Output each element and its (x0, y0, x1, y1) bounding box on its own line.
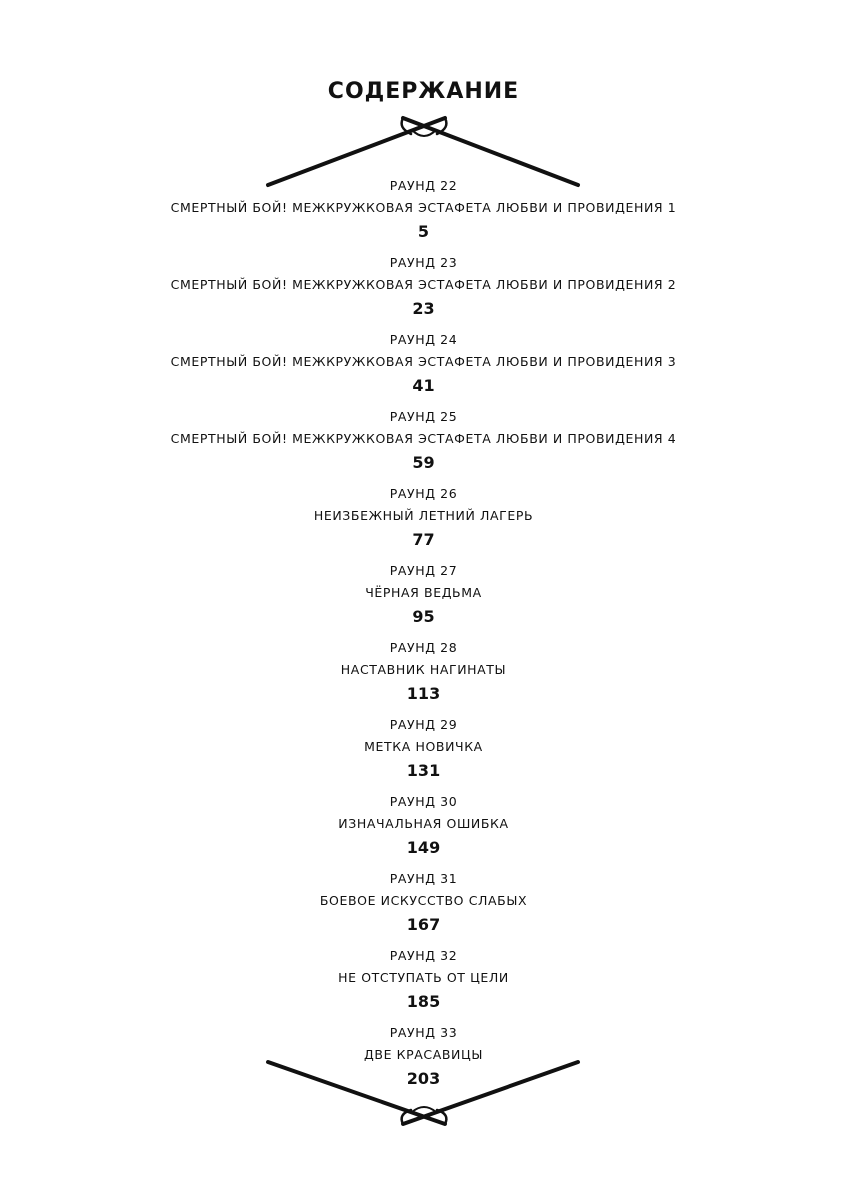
page-number: 131 (406, 761, 441, 780)
chapter-title: НЕИЗБЕЖНЫЙ ЛЕТНИЙ ЛАГЕРЬ (313, 508, 534, 523)
chapter-title: ЧЁРНАЯ ВЕДЬМА (365, 585, 482, 600)
chapter-title: ИЗНАЧАЛЬНАЯ ОШИБКА (338, 816, 509, 831)
page-number: 59 (412, 453, 435, 472)
page-number: 5 (417, 222, 430, 241)
chapter-title: СМЕРТНЫЙ БОЙ! МЕЖКРУЖКОВАЯ ЭСТАФЕТА ЛЮБВИ И ПРОВИДЕНИЯ 1 (170, 200, 677, 215)
round-label: РАУНД 29 (389, 717, 458, 732)
round-label: РАУНД 30 (389, 794, 458, 809)
toc-entry[interactable] (0, 868, 847, 945)
toc-entry[interactable] (0, 637, 847, 714)
chapter-title: НАСТАВНИК НАГИНАТЫ (340, 662, 507, 677)
page-title: СОДЕРЖАНИЕ (327, 79, 520, 104)
chapter-title: СМЕРТНЫЙ БОЙ! МЕЖКРУЖКОВАЯ ЭСТАФЕТА ЛЮБВИ И ПРОВИДЕНИЯ 4 (170, 431, 677, 446)
toc-entry[interactable] (0, 945, 847, 1022)
toc-entry[interactable] (0, 175, 847, 252)
round-label: РАУНД 25 (389, 409, 458, 424)
toc-entry[interactable] (0, 483, 847, 560)
chapter-title: СМЕРТНЫЙ БОЙ! МЕЖКРУЖКОВАЯ ЭСТАФЕТА ЛЮБВИ И ПРОВИДЕНИЯ 3 (170, 354, 677, 369)
page-number: 185 (406, 992, 441, 1011)
page-number: 23 (412, 299, 435, 318)
toc-entry[interactable] (0, 252, 847, 329)
round-label: РАУНД 24 (389, 332, 458, 347)
round-label: РАУНД 23 (389, 255, 458, 270)
chapter-title: СМЕРТНЫЙ БОЙ! МЕЖКРУЖКОВАЯ ЭСТАФЕТА ЛЮБВИ И ПРОВИДЕНИЯ 2 (170, 277, 677, 292)
round-label: РАУНД 32 (389, 948, 458, 963)
page-number: 203 (406, 1069, 441, 1088)
page-number: 113 (406, 684, 441, 703)
toc-entry[interactable] (0, 329, 847, 406)
toc-entry[interactable] (0, 1022, 847, 1099)
chapter-title: БОЕВОЕ ИСКУССТВО СЛАБЫХ (319, 893, 528, 908)
toc-entry[interactable] (0, 791, 847, 868)
chapter-title: ДВЕ КРАСАВИЦЫ (364, 1047, 483, 1062)
page-number: 95 (412, 607, 435, 626)
toc-entry[interactable] (0, 406, 847, 483)
round-label: РАУНД 22 (389, 178, 458, 193)
toc-entry[interactable] (0, 560, 847, 637)
round-label: РАУНД 31 (389, 871, 458, 886)
round-label: РАУНД 33 (389, 1025, 458, 1040)
table-of-contents (0, 175, 847, 1099)
page-number: 41 (412, 376, 435, 395)
page-number: 77 (412, 530, 435, 549)
round-label: РАУНД 28 (389, 640, 458, 655)
chapter-title: МЕТКА НОВИЧКА (364, 739, 483, 754)
page-number: 167 (406, 915, 441, 934)
round-label: РАУНД 27 (389, 563, 458, 578)
toc-entry[interactable] (0, 714, 847, 791)
chapter-title: НЕ ОТСТУПАТЬ ОТ ЦЕЛИ (338, 970, 509, 985)
round-label: РАУНД 26 (389, 486, 458, 501)
page-number: 149 (406, 838, 441, 857)
